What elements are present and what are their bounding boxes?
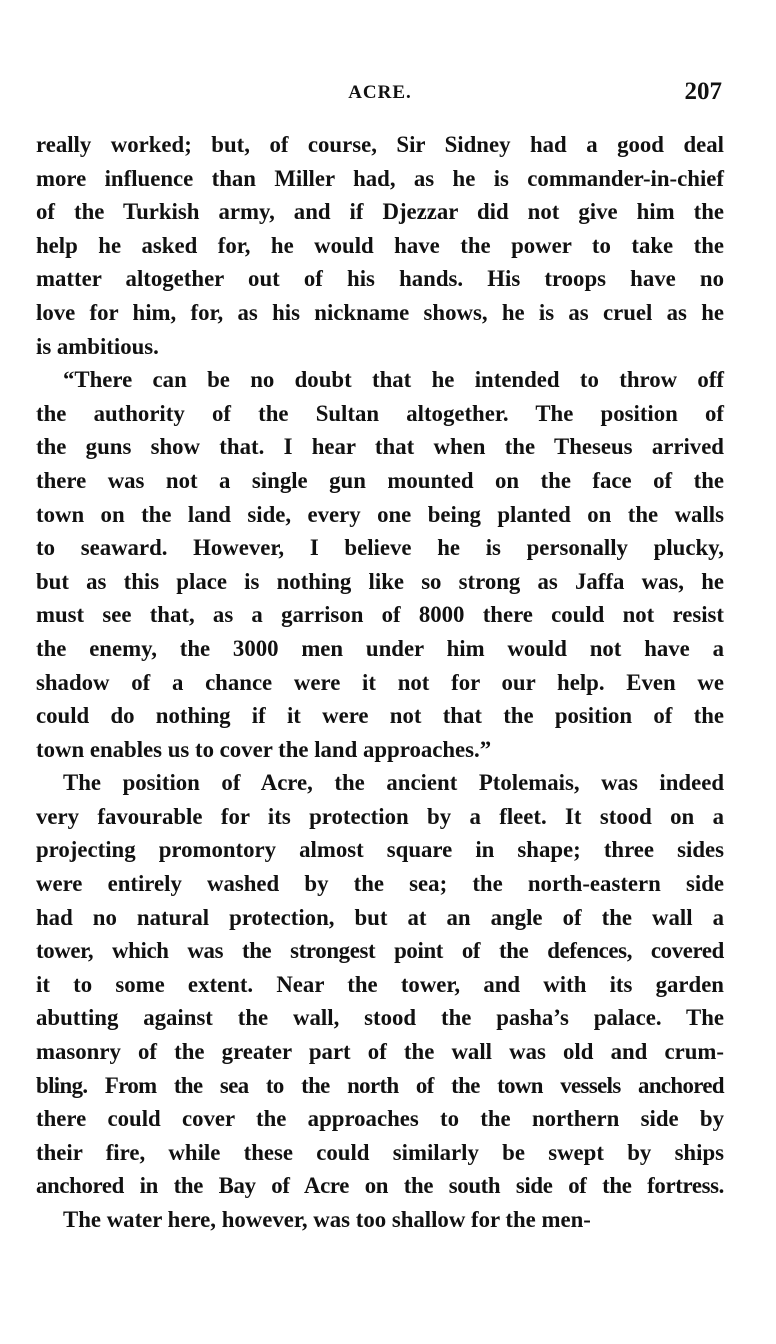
text-line: masonry of the greater part of the wall was old and crum-: [36, 1039, 724, 1065]
text-line: is ambitious.: [36, 333, 159, 359]
text-line: more influence than Miller had, as he is commander-in-chief: [36, 165, 724, 191]
page-number: 207: [684, 78, 722, 105]
text-line: the authority of the Sultan altogether. The position of: [36, 400, 724, 426]
text-line: had no natural protection, but at an angle of the wall a: [36, 904, 724, 930]
paragraph-start-line: The water here, however, was too shallow for the men-: [63, 1207, 591, 1232]
text-line: shadow of a chance were it not for our help. Even we: [36, 669, 724, 695]
running-title: ACRE.: [348, 82, 412, 103]
text-line: of the Turkish army, and if Djezzar did not give him the: [36, 199, 724, 225]
text-line: their fire, while these could similarly be swept by ships: [36, 1139, 724, 1165]
text-line: help he asked for, he would have the power to take the: [36, 232, 724, 258]
paragraph-start-line: “There can be no doubt that he intended to throw off: [63, 367, 724, 393]
text-line: the guns show that. I hear that when the Theseus arrived: [36, 434, 724, 460]
text-line: anchored in the Bay of Acre on the south side of the fortress.: [36, 1173, 724, 1199]
text-line: but as this place is nothing like so strong as Jaffa was, he: [36, 568, 724, 594]
text-line: abutting against the wall, stood the pasha’s palace. The: [36, 1005, 724, 1031]
text-line: there could cover the approaches to the northern side by: [36, 1106, 724, 1132]
text-line: very favourable for its protection by a fleet. It stood on a: [36, 803, 724, 829]
text-line: town enables us to cover the land approaches.”: [36, 736, 492, 762]
text-line: were entirely washed by the sea; the north-eastern side: [36, 871, 724, 897]
paragraph-start-line: The position of Acre, the ancient Ptolemais, was indeed: [63, 770, 724, 796]
text-line: projecting promontory almost square in shape; three sides: [36, 837, 724, 863]
running-head: [38, 78, 722, 108]
text-line: matter altogether out of his hands. His troops have no: [36, 266, 724, 292]
text-line: must see that, as a garrison of 8000 there could not resist: [36, 602, 724, 628]
body-text: [36, 128, 724, 1237]
text-line: it to some extent. Near the tower, and with its garden: [36, 971, 724, 997]
text-line: the enemy, the 3000 men under him would not have a: [36, 635, 724, 661]
text-line: to seaward. However, I believe he is personally plucky,: [36, 535, 724, 561]
text-line: could do nothing if it were not that the position of the: [36, 703, 724, 729]
text-line: really worked; but, of course, Sir Sidney had a good deal: [36, 132, 724, 157]
text-line: there was not a single gun mounted on the face of the: [36, 467, 724, 493]
text-line: love for him, for, as his nickname shows, he is as cruel as he: [36, 299, 724, 325]
text-line: town on the land side, every one being planted on the walls: [36, 501, 724, 527]
text-line: tower, which was the strongest point of the defences, covered: [36, 938, 724, 964]
text-line: bling. From the sea to the north of the town vessels anchored: [36, 1072, 724, 1098]
